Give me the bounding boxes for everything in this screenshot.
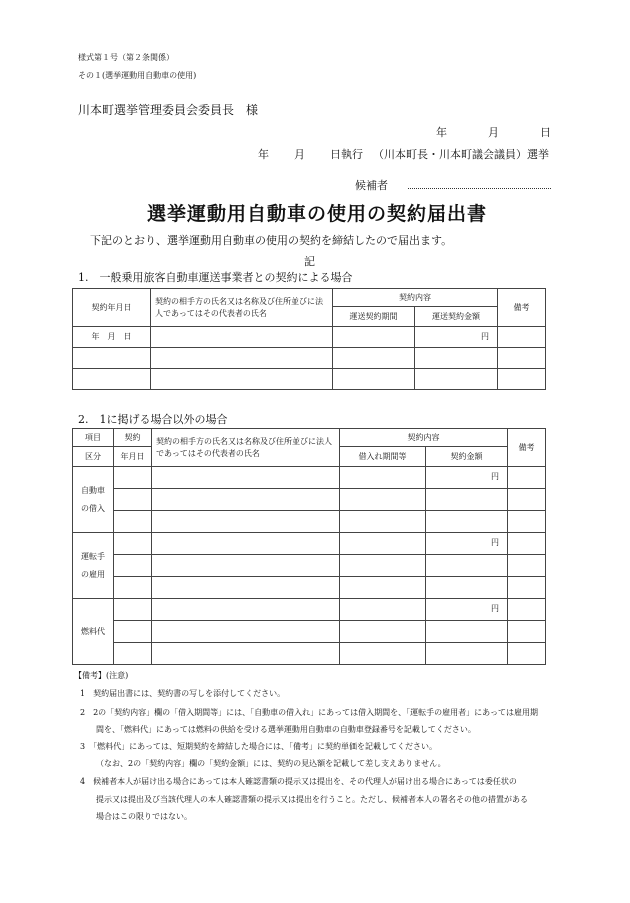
election-month: 月 — [294, 148, 305, 161]
s2-cell[interactable] — [114, 643, 152, 665]
section2-table — [72, 428, 546, 665]
s2-cell[interactable] — [340, 533, 426, 555]
s1-header-period: 運送契約期間 — [333, 307, 415, 327]
election-year: 年 — [258, 148, 269, 161]
s2-cell[interactable] — [508, 621, 546, 643]
s2-cell[interactable] — [152, 599, 340, 621]
s1-row2-amount[interactable] — [415, 348, 498, 369]
s2-header-period: 借入れ期間等 — [340, 447, 426, 467]
s2-cell[interactable] — [152, 489, 340, 511]
s2-group-driver — [73, 533, 114, 599]
s2-cell[interactable] — [152, 577, 340, 599]
s2-cell[interactable] — [426, 577, 508, 599]
yen-unit: 円 — [491, 472, 499, 481]
s1-row1-remarks[interactable] — [498, 327, 546, 348]
group-label-line1: 自動車 — [81, 485, 105, 495]
s2-cell[interactable] — [114, 489, 152, 511]
s2-header-date-bottom: 年月日 — [114, 447, 152, 467]
s1-header-amount: 運送契約金額 — [415, 307, 498, 327]
s2-cell[interactable] — [426, 511, 508, 533]
document-title: 選挙運動用自動車の使用の契約届出書 — [147, 203, 488, 225]
addressee: 川本町選挙管理委員会委員長 様 — [78, 103, 259, 117]
s1-row3-party[interactable] — [151, 369, 333, 390]
note-4-cont: 提示又は提出及び当該代理人の本人確認書類の提示又は提出を行うこと。ただし、候補者本人の署名その他の措置がある — [96, 795, 528, 804]
s2-cell[interactable] — [340, 467, 426, 489]
group-label-line2: の雇用 — [81, 569, 105, 579]
s2-cell[interactable] — [114, 467, 152, 489]
s2-header-party: 契約の相手方の氏名又は名称及び住所並びに法人であってはその代表者の氏名 — [152, 429, 340, 467]
s2-cell[interactable] — [114, 533, 152, 555]
s1-row2-date[interactable] — [73, 348, 151, 369]
s1-row3-date[interactable] — [73, 369, 151, 390]
s1-row3-remarks[interactable] — [498, 369, 546, 390]
s2-cell[interactable] — [114, 555, 152, 577]
candidate-label: 候補者 — [355, 179, 388, 192]
form-subtitle: その１(選挙運動用自動車の使用) — [78, 71, 197, 80]
s2-cell[interactable] — [426, 621, 508, 643]
s2-cell[interactable] — [152, 533, 340, 555]
s2-header-date-top: 契約 — [114, 429, 152, 447]
section1-table — [72, 288, 546, 390]
group-label-line1: 運転手 — [81, 551, 105, 561]
s2-cell[interactable] — [340, 489, 426, 511]
election-name: （川本町長・川本町議会議員）選挙 — [373, 148, 549, 161]
s1-row1-amount[interactable] — [415, 327, 498, 348]
s2-cell[interactable] — [340, 511, 426, 533]
s2-header-item-bottom: 区分 — [73, 447, 114, 467]
s2-cell[interactable] — [426, 643, 508, 665]
section1-heading: 1. 一般乗用旅客自動車運送事業者との契約による場合 — [78, 271, 353, 284]
s1-row3-amount[interactable] — [415, 369, 498, 390]
s2-cell[interactable] — [152, 555, 340, 577]
s2-cell[interactable] — [152, 511, 340, 533]
note-1: 1 契約届出書には、契約書の写しを添付してください。 — [80, 689, 286, 698]
s1-header-party: 契約の相手方の氏名又は名称及び住所並びに法人であってはその代表者の氏名 — [151, 289, 333, 327]
s2-cell[interactable] — [340, 599, 426, 621]
s1-row3-period[interactable] — [333, 369, 415, 390]
s2-cell[interactable] — [508, 643, 546, 665]
s1-row2-party[interactable] — [151, 348, 333, 369]
s2-cell[interactable] — [340, 621, 426, 643]
s2-cell[interactable] — [426, 555, 508, 577]
s2-cell[interactable] — [508, 533, 546, 555]
s1-header-remarks: 備考 — [498, 289, 546, 327]
s2-group-fuel — [73, 599, 114, 665]
s2-cell[interactable] — [508, 577, 546, 599]
s2-cell[interactable] — [426, 489, 508, 511]
s2-cell[interactable] — [508, 599, 546, 621]
note-4-cont2: 場合はこの限りではない。 — [96, 812, 192, 821]
s1-header-content: 契約内容 — [333, 289, 498, 307]
s2-cell[interactable] — [340, 555, 426, 577]
s2-cell[interactable] — [340, 577, 426, 599]
note-3: 3 「燃料代」にあっては、短期契約を締結した場合には、「備考」に契約単価を記載してください。 — [80, 742, 438, 751]
form-number: 様式第１号（第２条関係） — [78, 53, 174, 62]
s2-fuel-amount[interactable] — [426, 599, 508, 621]
date-year: 年 — [436, 126, 447, 139]
s2-driver-amount[interactable] — [426, 533, 508, 555]
note-4: 4 候補者本人が届け出る場合にあっては本人確認書類の提示又は提出を、その代理人が届け出る場合にあっては委任状の — [80, 777, 517, 786]
s2-header-item-top: 項目 — [73, 429, 114, 447]
s2-cell[interactable] — [152, 643, 340, 665]
s1-row1-date[interactable]: 年 月 日 — [73, 327, 151, 348]
yen-unit: 円 — [481, 332, 489, 341]
group-label-line2: の借入 — [81, 503, 105, 513]
s2-vehicle-amount[interactable] — [426, 467, 508, 489]
intro-text: 下記のとおり、選挙運動用自動車の使用の契約を締結したので届出ます。 — [90, 234, 453, 247]
s2-cell[interactable] — [114, 511, 152, 533]
election-day-exec: 日執行 — [330, 148, 363, 161]
s2-cell[interactable] — [152, 467, 340, 489]
s1-row2-remarks[interactable] — [498, 348, 546, 369]
ki-mark: 記 — [304, 255, 315, 268]
s2-cell[interactable] — [152, 621, 340, 643]
s1-header-date: 契約年月日 — [73, 289, 151, 327]
yen-unit: 円 — [491, 604, 499, 613]
s2-cell[interactable] — [114, 577, 152, 599]
note-2: 2 2の「契約内容」欄の「借入期間等」には、「自動車の借入れ」にあっては借入期間を、「運転手の雇用者」にあっては雇用期 — [80, 708, 539, 717]
yen-unit: 円 — [491, 538, 499, 547]
s2-cell[interactable] — [508, 511, 546, 533]
section2-heading: 2. 1に掲げる場合以外の場合 — [78, 413, 228, 426]
candidate-signature-line[interactable] — [408, 178, 551, 189]
s2-cell[interactable] — [114, 621, 152, 643]
group-label-line1: 燃料代 — [81, 626, 105, 636]
s1-row1-party[interactable] — [151, 327, 333, 348]
s2-group-vehicle — [73, 467, 114, 533]
note-3-cont: （なお、2の「契約内容」欄の「契約金額」には、契約の見込額を記載して差し支えありません。 — [96, 759, 446, 768]
s2-header-amount: 契約金額 — [426, 447, 508, 467]
s2-cell[interactable] — [508, 555, 546, 577]
s2-cell[interactable] — [508, 467, 546, 489]
notes-header: 【備考】(注意) — [74, 671, 129, 680]
date-month: 月 — [488, 126, 499, 139]
note-2-cont: 間を、「燃料代」にあっては燃料の供給を受ける選挙運動用自動車の自動車登録番号を記載してください。 — [96, 725, 476, 734]
s1-row1-period[interactable] — [333, 327, 415, 348]
s2-header-content: 契約内容 — [340, 429, 508, 447]
s1-row2-period[interactable] — [333, 348, 415, 369]
s2-cell[interactable] — [114, 599, 152, 621]
s2-cell[interactable] — [340, 643, 426, 665]
s2-cell[interactable] — [508, 489, 546, 511]
s2-header-remarks: 備考 — [508, 429, 546, 467]
date-day: 日 — [540, 126, 551, 139]
